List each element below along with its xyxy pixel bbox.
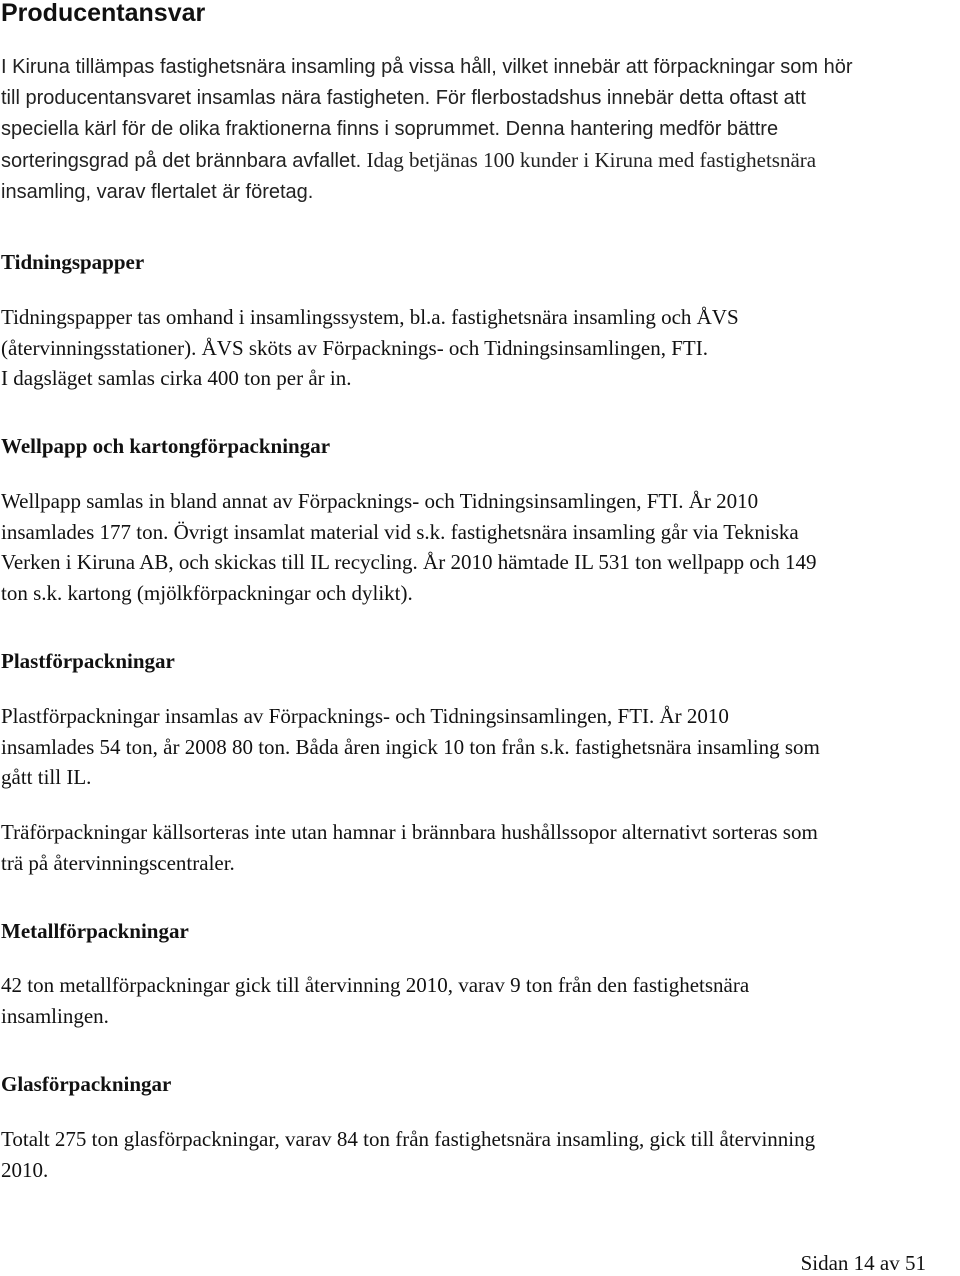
section-title-metall: Metallförpackningar xyxy=(1,919,189,943)
body-line: Träförpackningar källsorteras inte utan hamnar i brännbara hushållssopor alternativt sorteras som xyxy=(1,820,818,844)
intro-line-4-sans: sorteringsgrad på det brännbara avfallet. xyxy=(1,150,362,172)
body-line: insamlades 54 ton, år 2008 80 ton. Båda åren ingick 10 ton från s.k. fastighetsnära insamling som xyxy=(1,734,820,759)
body-line: Wellpapp samlas in bland annat av Förpacknings- och Tidningsinsamlingen, FTI. År 2010 xyxy=(1,489,759,513)
body-line: I dagsläget samlas cirka 400 ton per år in. xyxy=(1,366,352,390)
page-number: Sidan 14 av 51 xyxy=(800,1251,926,1275)
page-title: Producentansvar xyxy=(1,0,206,27)
section-body-glas xyxy=(1,1124,956,1185)
body-line: ton s.k. kartong (mjölkförpackningar och dylikt). xyxy=(1,580,413,605)
body-line: Verken i Kiruna AB, och skickas till IL recycling. År 2010 hämtade IL 531 ton wellpapp och 149 xyxy=(1,550,817,574)
body-line: 42 ton metallförpackningar gick till återvinning 2010, varav 9 ton från den fastighetsnära xyxy=(1,973,750,997)
intro-line-4 xyxy=(1,145,946,177)
intro-line-5: insamling, varav flertalet är företag. xyxy=(1,181,314,203)
section-body-tra xyxy=(1,817,956,878)
body-line: (återvinningsstationer). ÅVS sköts av Förpacknings- och Tidningsinsamlingen, FTI. xyxy=(1,335,708,360)
body-line: insamlades 177 ton. Övrigt insamlat material vid s.k. fastighetsnära insamling går via Tekniska xyxy=(1,519,799,544)
section-body-wellpapp xyxy=(1,486,956,608)
section-title-plast: Plastförpackningar xyxy=(1,649,175,673)
section-body-plast xyxy=(1,701,956,793)
section-title-glas: Glasförpackningar xyxy=(1,1072,172,1096)
intro-paragraph xyxy=(1,52,946,208)
body-line: Tidningspapper tas omhand i insamlingssystem, bl.a. fastighetsnära insamling och ÅVS xyxy=(1,305,739,329)
intro-line-4-serif: Idag betjänas 100 kunder i Kiruna med fastighetsnära xyxy=(361,148,817,172)
intro-line-2: till producentansvaret insamlas nära fastigheten. För flerbostadshus innebär detta oftast att xyxy=(1,87,806,109)
body-line: trä på återvinningscentraler. xyxy=(1,850,235,875)
body-line: 2010. xyxy=(1,1157,49,1182)
section-body-tidningspapper xyxy=(1,302,956,394)
section-body-metall xyxy=(1,970,956,1031)
body-line: insamlingen. xyxy=(1,1003,109,1028)
body-line: Totalt 275 ton glasförpackningar, varav 84 ton från fastighetsnära insamling, gick till återvinning xyxy=(1,1127,816,1151)
section-title-tidningspapper: Tidningspapper xyxy=(1,250,145,274)
body-line: Plastförpackningar insamlas av Förpacknings- och Tidningsinsamlingen, FTI. År 2010 xyxy=(1,704,729,728)
section-title-wellpapp: Wellpapp och kartongförpackningar xyxy=(1,434,331,458)
intro-line-1: I Kiruna tillämpas fastighetsnära insamling på vissa håll, vilket innebär att förpackningar som hör xyxy=(1,56,853,78)
intro-line-3: speciella kärl för de olika fraktionerna finns i soprummet. Denna hantering medför bättre xyxy=(1,118,779,140)
body-line: gått till IL. xyxy=(1,765,92,789)
